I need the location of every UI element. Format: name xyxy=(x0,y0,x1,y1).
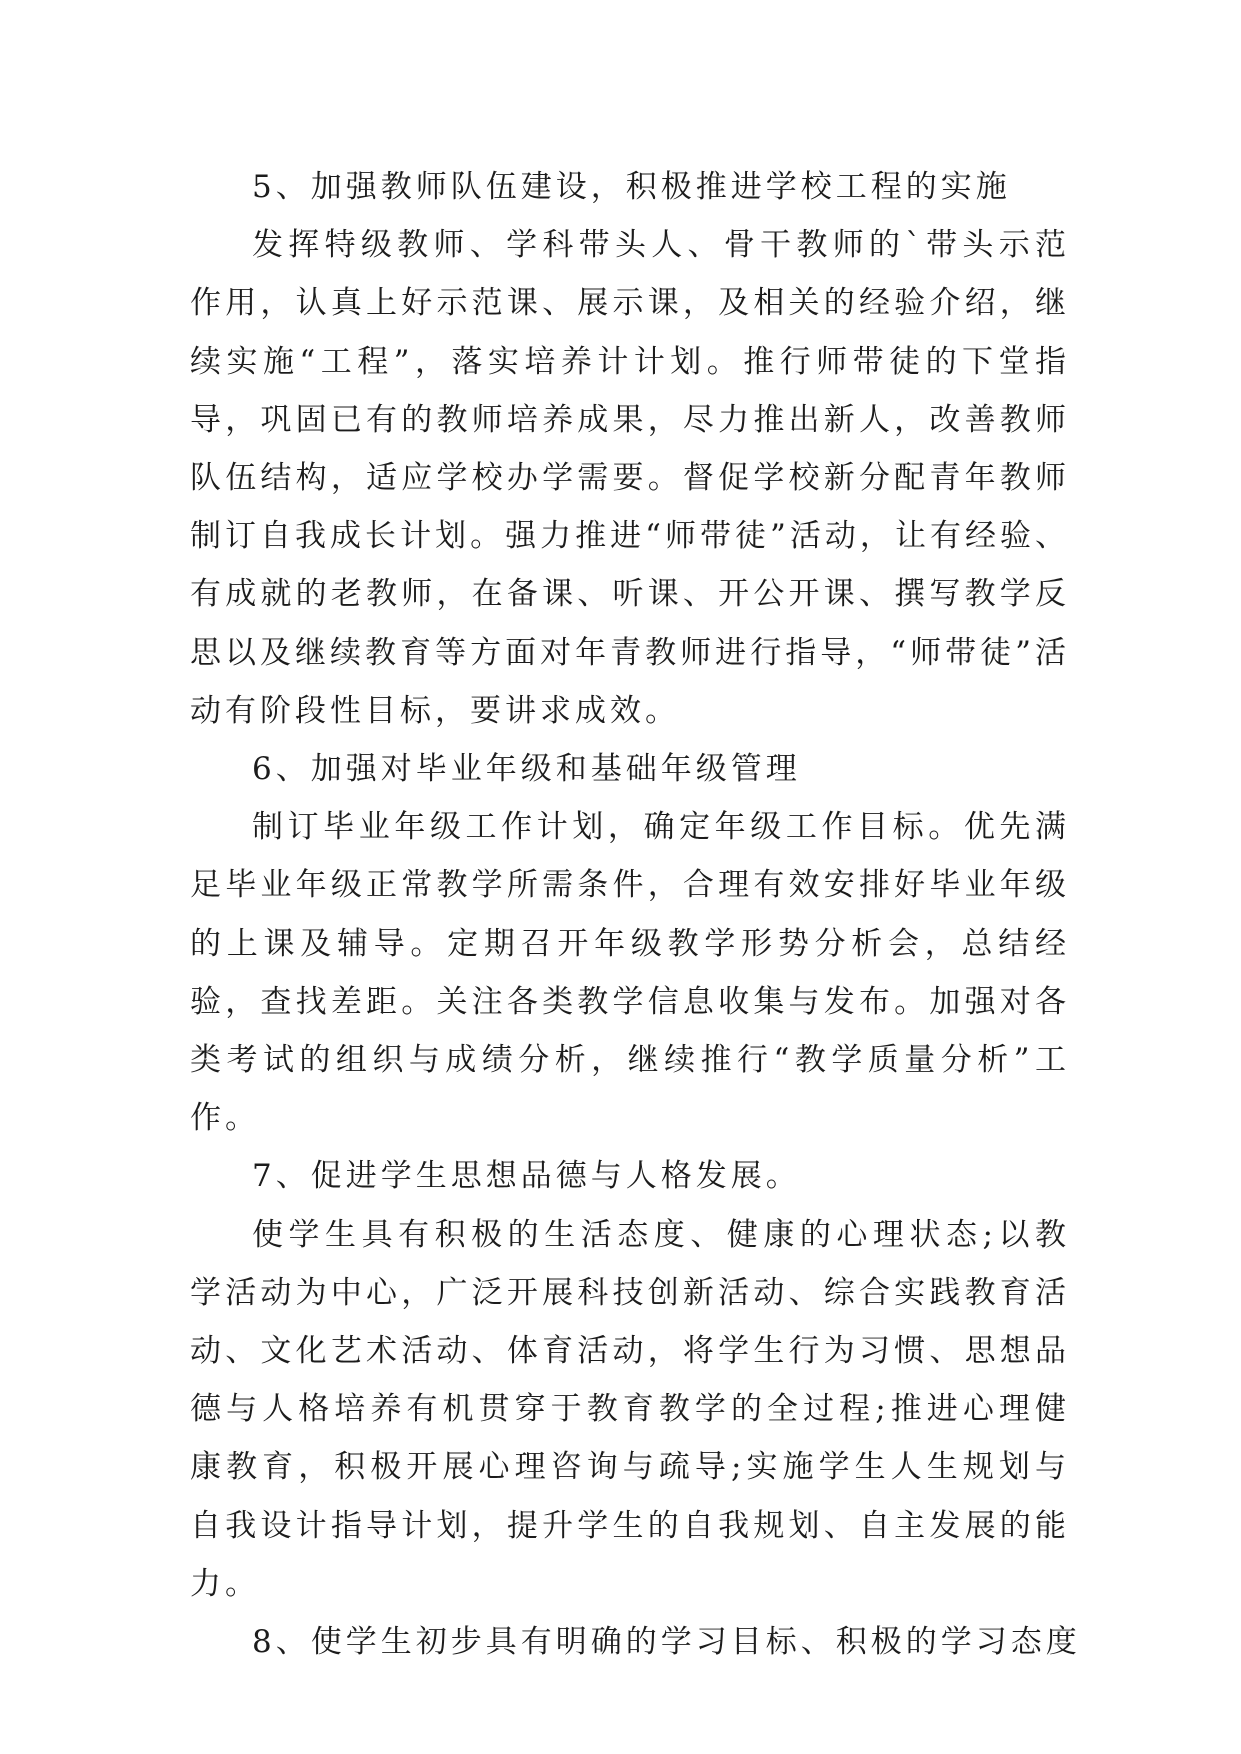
document-body xyxy=(190,158,1081,1671)
section-paragraph-7: 使学生具有积极的生活态度、健康的心理状态;以教学活动为中心，广泛开展科技创新活动、综合实践教育活动、文化艺术活动、体育活动，将学生行为习惯、思想品德与人格培养有机贯穿于教育教学的全过程;推进心理健康教育，积极开展心理咨询与疏导;实施学生人生规划与自我设计指导计划，提升学生的自我规划、自主发展的能力。 xyxy=(190,1216,1070,1602)
section-heading-5: 5、加强教师队伍建设，积极推进学校工程的实施 xyxy=(252,169,1011,205)
section-paragraph-6: 制订毕业年级工作计划，确定年级工作目标。优先满足毕业年级正常教学所需条件，合理有效安排好毕业年级的上课及辅导。定期召开年级教学形势分析会，总结经验，查找差距。关注各类教学信息收集与发布。加强对各类考试的组织与成绩分析，继续推行“教学质量分析”工作。 xyxy=(190,809,1070,1137)
section-heading-7: 7、促进学生思想品德与人格发展。 xyxy=(252,1158,801,1195)
section-heading-8: 8、使学生初步具有明确的学习目标、积极的学习态度 xyxy=(252,1624,1081,1661)
section-heading-6: 6、加强对毕业年级和基础年级管理 xyxy=(252,751,801,788)
section-paragraph-5: 发挥特级教师、学科带头人、骨干教师的`带头示范作用，认真上好示范课、展示课，及相关的经验介绍，继续实施“工程”，落实培养计计划。推行师带徒的下堂指导，巩固已有的教师培养成果，尽力推出新人，改善教师队伍结构，适应学校办学需要。督促学校新分配青年教师制订自我成长计划。强力推进“师带徒”活动，让有经验、有成就的老教师，在备课、听课、开公开课、撰写教学反思以及继续教育等方面对年青教师进行指导，“师带徒”活动有阶段性目标，要讲求成效。 xyxy=(190,227,1070,729)
